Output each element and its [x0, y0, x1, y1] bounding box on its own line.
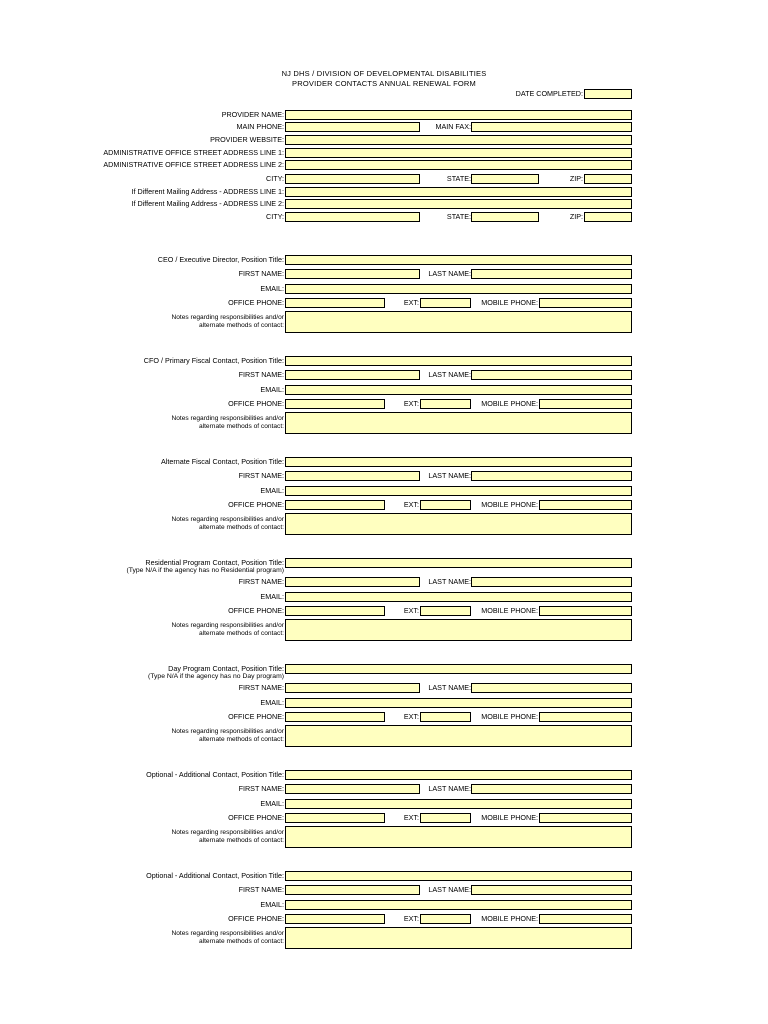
last-name-field[interactable] — [471, 370, 632, 380]
notes-field[interactable] — [285, 513, 632, 535]
contact-position-title-label: CEO / Executive Director, Position Title: — [157, 255, 284, 264]
mailing-address-line2-label: If Different Mailing Address - ADDRESS LINE 2: — [131, 199, 284, 208]
notes-label-line2: alternate methods of contact: — [198, 322, 284, 329]
last-name-field[interactable] — [471, 784, 632, 794]
notes-label-line2: alternate methods of contact: — [198, 837, 284, 844]
notes-field[interactable] — [285, 826, 632, 848]
ext-label: EXT: — [403, 500, 419, 509]
provider-website-label: PROVIDER WEBSITE: — [210, 135, 284, 144]
last-name-field[interactable] — [471, 471, 632, 481]
first-name-field[interactable] — [285, 577, 420, 587]
ext-field[interactable] — [420, 500, 471, 510]
email-label: EMAIL: — [260, 698, 284, 707]
first-name-field[interactable] — [285, 683, 420, 693]
mailing-state-label: STATE: — [446, 212, 471, 221]
main-phone-label: MAIN PHONE: — [236, 122, 284, 131]
email-label: EMAIL: — [260, 385, 284, 394]
first-name-field[interactable] — [285, 784, 420, 794]
main-fax-label: MAIN FAX: — [435, 122, 471, 131]
notes-label-line1: Notes regarding responsibilities and/or — [171, 314, 284, 321]
date-completed-label: DATE COMPLETED: — [515, 89, 583, 98]
mobile-phone-field[interactable] — [539, 399, 632, 409]
contact-position-title-label: Optional - Additional Contact, Position Title: — [146, 871, 284, 880]
mobile-phone-label: MOBILE PHONE: — [481, 712, 538, 721]
notes-label-line2: alternate methods of contact: — [198, 423, 284, 430]
ext-field[interactable] — [420, 399, 471, 409]
notes-field[interactable] — [285, 412, 632, 434]
last-name-field[interactable] — [471, 269, 632, 279]
first-name-field[interactable] — [285, 370, 420, 380]
notes-field[interactable] — [285, 311, 632, 333]
mailing-address-line2-field[interactable] — [285, 199, 632, 209]
last-name-label: LAST NAME: — [428, 885, 471, 894]
notes-label-line2: alternate methods of contact: — [198, 736, 284, 743]
contact-position-title-field[interactable] — [285, 871, 632, 881]
ext-label: EXT: — [403, 399, 419, 408]
email-field[interactable] — [285, 592, 632, 602]
date-completed-field[interactable] — [584, 89, 632, 99]
provider-website-field[interactable] — [285, 135, 632, 145]
office-phone-field[interactable] — [285, 606, 385, 616]
ext-label: EXT: — [403, 914, 419, 923]
notes-label-line1: Notes regarding responsibilities and/or — [171, 728, 284, 735]
office-phone-field[interactable] — [285, 712, 385, 722]
contact-position-title-field[interactable] — [285, 558, 632, 568]
form-title: PROVIDER CONTACTS ANNUAL RENEWAL FORM — [292, 79, 476, 88]
city-label: CITY: — [266, 174, 284, 183]
mobile-phone-field[interactable] — [539, 298, 632, 308]
ext-label: EXT: — [403, 813, 419, 822]
notes-label-line2: alternate methods of contact: — [198, 630, 284, 637]
mailing-city-label: CITY: — [266, 212, 284, 221]
contact-position-title-field[interactable] — [285, 255, 632, 265]
contact-position-title-label: Residential Program Contact, Position Title: — [145, 558, 284, 567]
last-name-label: LAST NAME: — [428, 577, 471, 586]
notes-field[interactable] — [285, 725, 632, 747]
first-name-label: FIRST NAME: — [238, 471, 284, 480]
last-name-label: LAST NAME: — [428, 269, 471, 278]
form-agency-title: NJ DHS / DIVISION OF DEVELOPMENTAL DISABILITIES — [281, 69, 487, 78]
ext-field[interactable] — [420, 606, 471, 616]
email-field[interactable] — [285, 698, 632, 708]
contact-subtitle-note: (Type N/A if the agency has no Residential program) — [126, 567, 284, 574]
state-field[interactable] — [471, 174, 539, 184]
first-name-label: FIRST NAME: — [238, 885, 284, 894]
notes-field[interactable] — [285, 927, 632, 949]
ext-label: EXT: — [403, 298, 419, 307]
notes-field[interactable] — [285, 619, 632, 641]
contact-position-title-field[interactable] — [285, 664, 632, 674]
first-name-label: FIRST NAME: — [238, 683, 284, 692]
admin-address-line2-field[interactable] — [285, 160, 632, 170]
notes-label-line1: Notes regarding responsibilities and/or — [171, 930, 284, 937]
office-phone-label: OFFICE PHONE: — [228, 500, 284, 509]
ext-field[interactable] — [420, 914, 471, 924]
mobile-phone-field[interactable] — [539, 914, 632, 924]
last-name-label: LAST NAME: — [428, 683, 471, 692]
mobile-phone-label: MOBILE PHONE: — [481, 500, 538, 509]
first-name-label: FIRST NAME: — [238, 577, 284, 586]
office-phone-field[interactable] — [285, 500, 385, 510]
office-phone-field[interactable] — [285, 399, 385, 409]
last-name-label: LAST NAME: — [428, 370, 471, 379]
ext-field[interactable] — [420, 712, 471, 722]
office-phone-label: OFFICE PHONE: — [228, 399, 284, 408]
email-label: EMAIL: — [260, 799, 284, 808]
mobile-phone-label: MOBILE PHONE: — [481, 606, 538, 615]
main-phone-field[interactable] — [285, 122, 420, 132]
first-name-field[interactable] — [285, 885, 420, 895]
notes-label-line1: Notes regarding responsibilities and/or — [171, 415, 284, 422]
last-name-field[interactable] — [471, 683, 632, 693]
mobile-phone-field[interactable] — [539, 606, 632, 616]
office-phone-field[interactable] — [285, 813, 385, 823]
ext-label: EXT: — [403, 712, 419, 721]
ext-label: EXT: — [403, 606, 419, 615]
email-label: EMAIL: — [260, 486, 284, 495]
ext-field[interactable] — [420, 813, 471, 823]
admin-address-line2-label: ADMINISTRATIVE OFFICE STREET ADDRESS LINE 2: — [103, 160, 284, 169]
office-phone-label: OFFICE PHONE: — [228, 606, 284, 615]
notes-label-line2: alternate methods of contact: — [198, 938, 284, 945]
mailing-city-field[interactable] — [285, 212, 420, 222]
last-name-label: LAST NAME: — [428, 471, 471, 480]
zip-field[interactable] — [584, 174, 632, 184]
email-field[interactable] — [285, 284, 632, 294]
email-label: EMAIL: — [260, 284, 284, 293]
provider-name-label: PROVIDER NAME: — [221, 110, 284, 119]
main-fax-field[interactable] — [471, 122, 632, 132]
last-name-label: LAST NAME: — [428, 784, 471, 793]
admin-address-line1-field[interactable] — [285, 148, 632, 158]
email-label: EMAIL: — [260, 900, 284, 909]
mobile-phone-field[interactable] — [539, 500, 632, 510]
office-phone-field[interactable] — [285, 914, 385, 924]
first-name-label: FIRST NAME: — [238, 269, 284, 278]
contact-subtitle-note: (Type N/A if the agency has no Day program) — [147, 673, 284, 680]
state-label: STATE: — [446, 174, 471, 183]
contact-position-title-field[interactable] — [285, 457, 632, 467]
zip-label: ZIP: — [569, 174, 583, 183]
office-phone-label: OFFICE PHONE: — [228, 914, 284, 923]
mobile-phone-field[interactable] — [539, 813, 632, 823]
first-name-label: FIRST NAME: — [238, 370, 284, 379]
mobile-phone-label: MOBILE PHONE: — [481, 399, 538, 408]
mobile-phone-label: MOBILE PHONE: — [481, 914, 538, 923]
first-name-field[interactable] — [285, 471, 420, 481]
mailing-address-line1-field[interactable] — [285, 187, 632, 197]
city-field[interactable] — [285, 174, 420, 184]
notes-label-line1: Notes regarding responsibilities and/or — [171, 622, 284, 629]
contact-position-title-label: Optional - Additional Contact, Position Title: — [146, 770, 284, 779]
last-name-field[interactable] — [471, 885, 632, 895]
office-phone-field[interactable] — [285, 298, 385, 308]
notes-label-line1: Notes regarding responsibilities and/or — [171, 829, 284, 836]
first-name-label: FIRST NAME: — [238, 784, 284, 793]
email-field[interactable] — [285, 486, 632, 496]
mailing-zip-label: ZIP: — [569, 212, 583, 221]
notes-label-line2: alternate methods of contact: — [198, 524, 284, 531]
contact-position-title-label: Alternate Fiscal Contact, Position Title: — [160, 457, 284, 466]
provider-name-field[interactable] — [285, 110, 632, 120]
office-phone-label: OFFICE PHONE: — [228, 298, 284, 307]
contact-position-title-label: CFO / Primary Fiscal Contact, Position Title: — [143, 356, 284, 365]
email-field[interactable] — [285, 385, 632, 395]
notes-label-line1: Notes regarding responsibilities and/or — [171, 516, 284, 523]
mailing-zip-field[interactable] — [584, 212, 632, 222]
contact-position-title-label: Day Program Contact, Position Title: — [168, 664, 284, 673]
first-name-field[interactable] — [285, 269, 420, 279]
office-phone-label: OFFICE PHONE: — [228, 712, 284, 721]
email-label: EMAIL: — [260, 592, 284, 601]
admin-address-line1-label: ADMINISTRATIVE OFFICE STREET ADDRESS LINE 1: — [103, 148, 284, 157]
mobile-phone-label: MOBILE PHONE: — [481, 813, 538, 822]
contact-position-title-field[interactable] — [285, 770, 632, 780]
office-phone-label: OFFICE PHONE: — [228, 813, 284, 822]
mobile-phone-field[interactable] — [539, 712, 632, 722]
ext-field[interactable] — [420, 298, 471, 308]
email-field[interactable] — [285, 900, 632, 910]
mobile-phone-label: MOBILE PHONE: — [481, 298, 538, 307]
last-name-field[interactable] — [471, 577, 632, 587]
mailing-address-line1-label: If Different Mailing Address - ADDRESS LINE 1: — [131, 187, 284, 196]
email-field[interactable] — [285, 799, 632, 809]
contact-position-title-field[interactable] — [285, 356, 632, 366]
mailing-state-field[interactable] — [471, 212, 539, 222]
